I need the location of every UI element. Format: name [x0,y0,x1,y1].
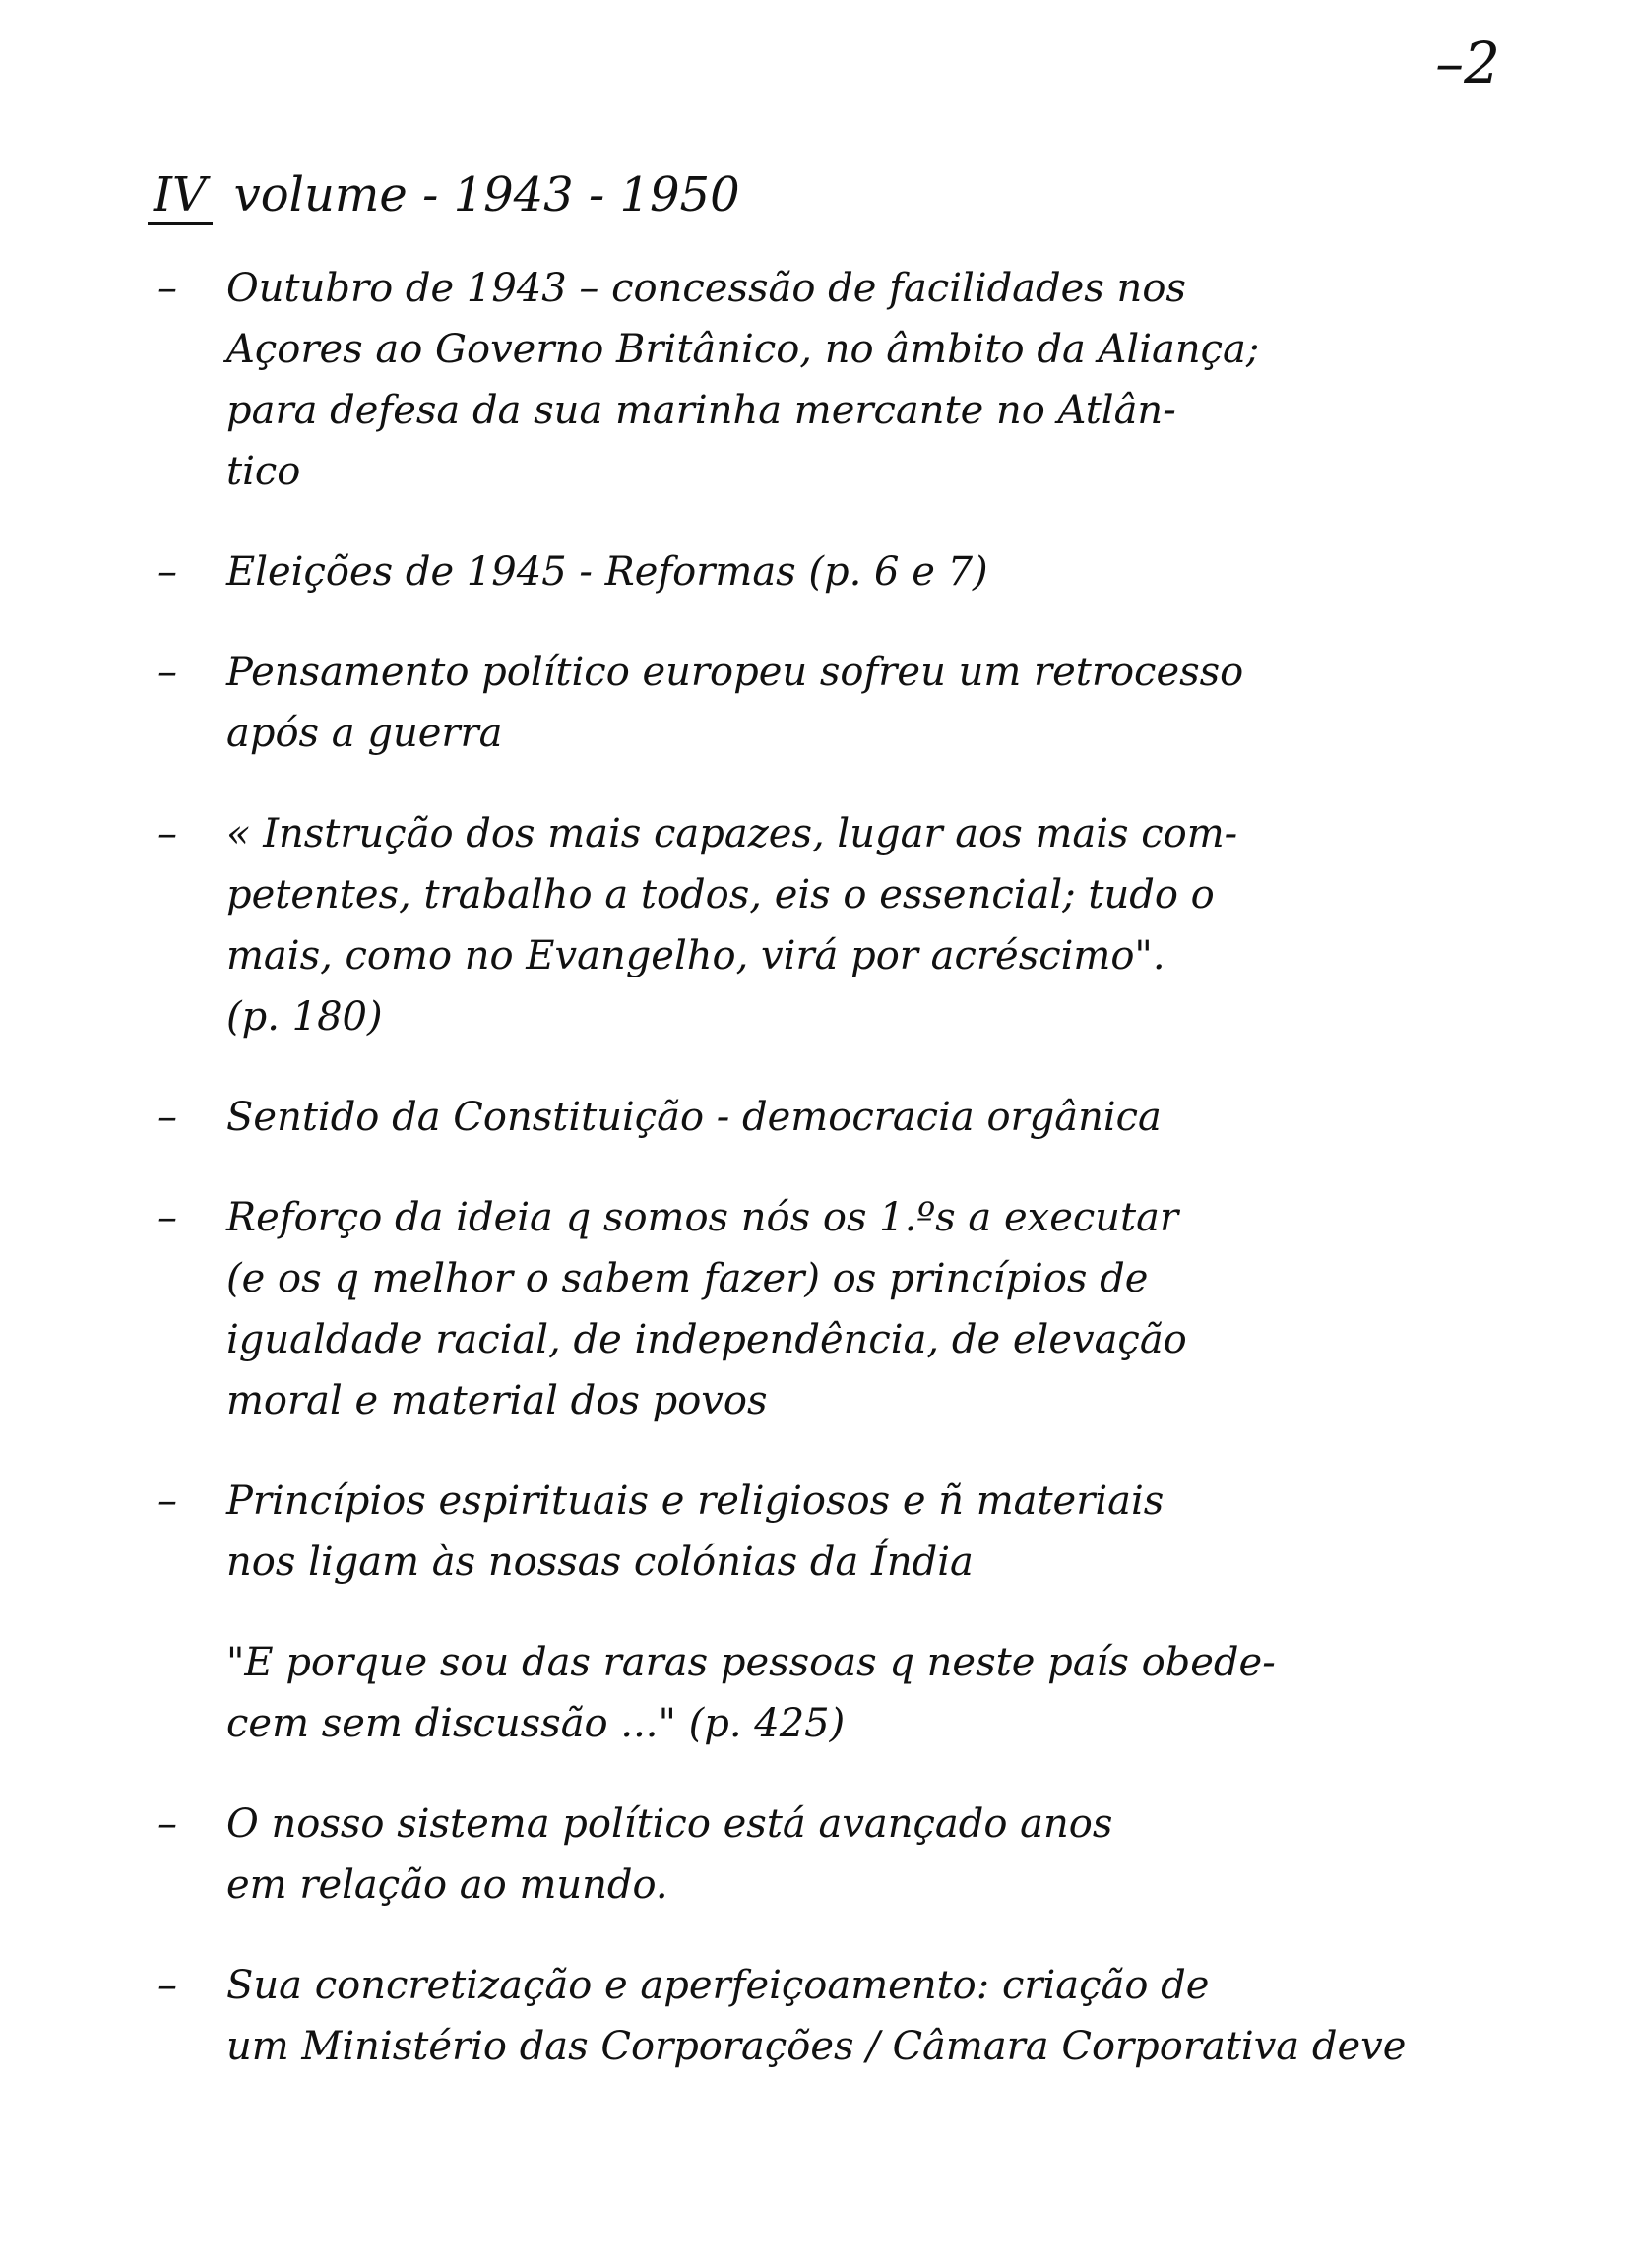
note-entry [158,803,1575,1047]
note-entry [158,1955,1575,2077]
entry-line: (e os q melhor o sabem fazer) os princípios de [226,1256,1149,1301]
entry-dash: – [158,1963,177,2008]
entry-line: « Instrução dos mais capazes, lugar aos mais com- [226,811,1238,856]
entry-line: Pensamento político europeu sofreu um retrocesso [226,650,1244,695]
note-entry [158,258,1575,502]
volume-title: volume - 1943 - 1950 [233,167,740,222]
entry-line: O nosso sistema político está avançado anos [226,1801,1113,1847]
entry-dash: – [158,1195,177,1240]
volume-heading [148,167,740,225]
volume-numeral: IV [148,167,213,225]
entry-dash: – [158,811,177,856]
page-number: –2 [1435,30,1500,96]
entry-dash: – [158,1801,177,1847]
note-entry [158,642,1575,764]
entry-line: Eleições de 1945 - Reformas (p. 6 e 7) [226,549,988,595]
entry-line: Reforço da ideia q somos nós os 1.ºs a executar [226,1195,1179,1240]
note-entry [158,1794,1575,1916]
entry-line: mais, como no Evangelho, virá por acréscimo". [226,933,1166,978]
entry-line: Outubro de 1943 – concessão de facilidades nos [226,266,1186,311]
entry-line: tico [226,449,301,494]
entry-line: moral e material dos povos [226,1378,768,1423]
entry-dash: – [158,266,177,311]
entry-line: nos ligam às nossas colónias da Índia [226,1540,974,1585]
entry-dash: – [158,549,177,595]
entry-line: cem sem discussão ..." (p. 425) [226,1701,846,1746]
entry-line: petentes, trabalho a todos, eis o essencial; tudo o [226,872,1215,917]
entry-dash: – [158,1479,177,1524]
entry-line: Princípios espirituais e religiosos e ñ materiais [226,1479,1165,1524]
note-entry [158,541,1575,602]
entry-line: igualdade racial, de independência, de elevação [226,1317,1187,1362]
entry-line: (p. 180) [226,994,383,1040]
entry-line: após a guerra [226,711,503,756]
entry-line: para defesa da sua marinha mercante no Atlân- [226,388,1176,433]
quote-entry [158,1632,1575,1754]
entry-line: Açores ao Governo Britânico, no âmbito da Aliança; [226,327,1260,372]
notes-list [158,258,1575,2116]
note-entry [158,1471,1575,1593]
entry-dash: – [158,650,177,695]
entry-line: um Ministério das Corporações / Câmara Corporativa deve [226,2024,1407,2069]
entry-line: em relação ao mundo. [226,1862,668,1908]
note-entry [158,1087,1575,1148]
entry-line: Sua concretização e aperfeiçoamento: criação de [226,1963,1210,2008]
note-entry [158,1187,1575,1431]
entry-line: "E porque sou das raras pessoas q neste país obede- [226,1640,1276,1685]
entry-dash: – [158,1095,177,1140]
entry-line: Sentido da Constituição - democracia orgânica [226,1095,1162,1140]
